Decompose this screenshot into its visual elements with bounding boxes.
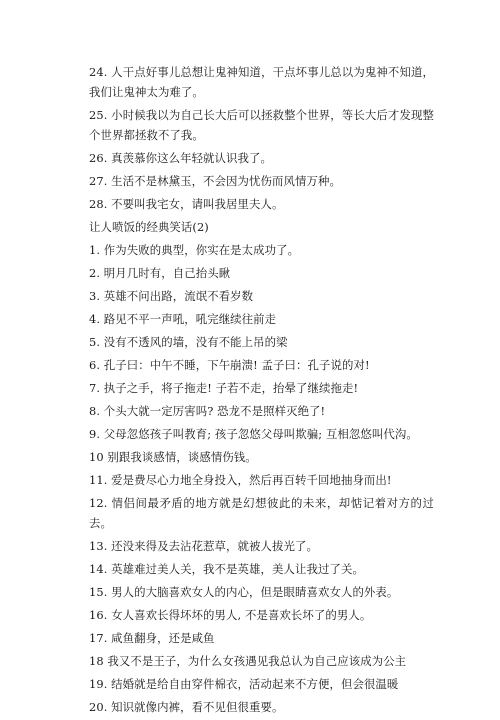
joke-5: 5. 没有不透风的墙，没有不能上吊的梁 [89,335,288,349]
joke-9: 9. 父母忽悠孩子叫教育; 孩子忽悠父母叫欺骗; 互相忽悠叫代沟。 [89,427,418,441]
joke-13: 13. 还没来得及去沾花惹草，就被人拔光了。 [89,539,318,553]
joke-8: 8. 个头大就一定厉害吗? 恐龙不是照样灭绝了! [89,404,326,418]
joke-27: 27. 生活不是林黛玉，不会因为忧伤而风情万种。 [89,174,341,188]
joke-19: 19. 结婚就是给自由穿件棉衣，活动起来不方便，但会很温暖 [89,677,399,691]
joke-28: 28. 不要叫我宅女，请叫我居里夫人。 [89,197,284,211]
joke-17: 17. 咸鱼翻身，还是咸鱼 [89,631,215,645]
joke-25: 25. 小时候我以为自己长大后可以拯救整个世界，等长大后才发现整个世界都拯救不了我。 [89,108,434,142]
joke-2: 2. 明月几时有，自己抬头瞅 [89,266,231,280]
joke-14: 14. 英雄难过美人关，我不是英雄，美人让我过了关。 [89,562,364,576]
joke-18: 18 我又不是王子，为什么女孩遇见我总认为自己应该成为公主 [89,654,407,668]
joke-6: 6. 孔子曰：中午不睡，下午崩溃! 孟子曰：孔子说的对! [89,358,370,372]
joke-1: 1. 作为失败的典型，你实在是太成功了。 [89,243,300,257]
joke-12: 12. 情侣间最矛盾的地方就是幻想彼此的未来，却惦记着对方的过去。 [89,496,434,530]
joke-7: 7. 执子之手，将子拖走! 子若不走，抬晕了继续拖走! [89,381,359,395]
section-heading: 让人喷饭的经典笑话(2) [89,220,209,234]
joke-24: 24. 人干点好事儿总想让鬼神知道，干点坏事儿总以为鬼神不知道，我们让鬼神太为难了。 [89,65,434,99]
joke-4: 4. 路见不平一声吼，吼完继续往前走 [89,312,277,326]
joke-26: 26. 真羡慕你这么年轻就认识我了。 [89,151,273,165]
joke-20: 20. 知识就像内裤，看不见但很重要。 [89,700,284,714]
document-body [89,62,434,720]
joke-3: 3. 英雄不问出路，流氓不看岁数 [89,289,254,303]
joke-15: 15. 男人的大脑喜欢女人的内心，但是眼睛喜欢女人的外表。 [89,585,399,599]
joke-10: 10 别跟我谈感情，谈感情伤钱。 [89,450,257,464]
joke-16: 16. 女人喜欢长得坏坏的男人, 不是喜欢长坏了的男人。 [89,608,372,622]
joke-11: 11. 爱是费尽心力地全身投入，然后再百转千回地抽身而出! [89,473,392,487]
